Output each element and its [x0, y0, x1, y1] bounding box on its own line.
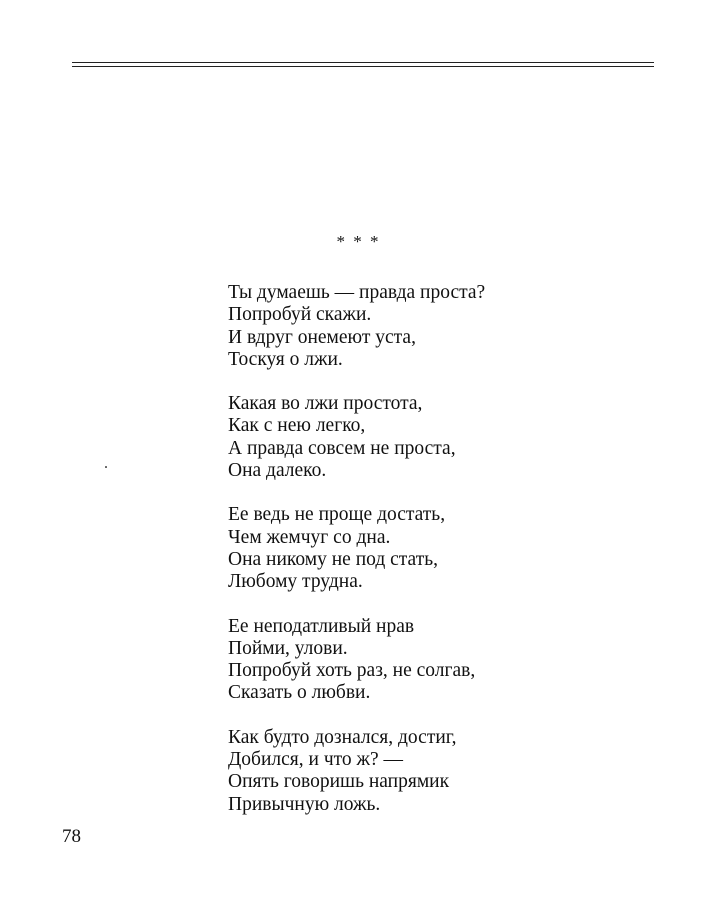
page-number: 78 — [62, 826, 81, 847]
header-rule-thick — [72, 62, 654, 63]
header-rule-thin — [72, 66, 654, 67]
poem-line: Ты думаешь — правда проста? — [228, 282, 486, 303]
section-ornament: * * * — [336, 232, 381, 251]
poem-line: Попробуй скажи. — [228, 304, 372, 326]
poem-line: Какая во лжи простота, — [228, 393, 423, 415]
stanza-5 — [228, 727, 668, 816]
stanza-1 — [228, 282, 668, 371]
poem-line: Она далеко. — [228, 460, 327, 482]
stanza-3 — [228, 504, 668, 593]
poem-line: Опять говоришь напрямик — [228, 771, 450, 793]
poem-line: Сказать о любви. — [228, 682, 371, 704]
poem — [228, 282, 668, 838]
poem-line: Пойми, улови. — [228, 637, 348, 659]
poem-line: Она никому не под стать, — [228, 548, 438, 570]
stanza-2 — [228, 393, 668, 482]
poem-line: Как будто дознался, достиг, — [228, 726, 457, 748]
poem-line: Как с нею легко, — [228, 415, 366, 437]
poem-line: Тоскуя о лжи. — [228, 348, 343, 370]
poem-line: Любому трудна. — [228, 571, 363, 593]
poem-line: Привычную ложь. — [228, 793, 381, 815]
poem-line: Ее ведь не проще достать, — [228, 504, 446, 526]
print-speck — [105, 466, 107, 468]
poem-line: А правда совсем не проста, — [228, 437, 456, 459]
poem-line: И вдруг онемеют уста, — [228, 326, 416, 348]
poem-line: Попробуй хоть раз, не солгав, — [228, 660, 476, 682]
poem-line: Чем жемчуг со дна. — [228, 526, 391, 548]
poem-line: Добился, и что ж? — — [228, 749, 404, 771]
stanza-4 — [228, 616, 668, 705]
poem-line: Ее неподатливый нрав — [228, 615, 415, 637]
